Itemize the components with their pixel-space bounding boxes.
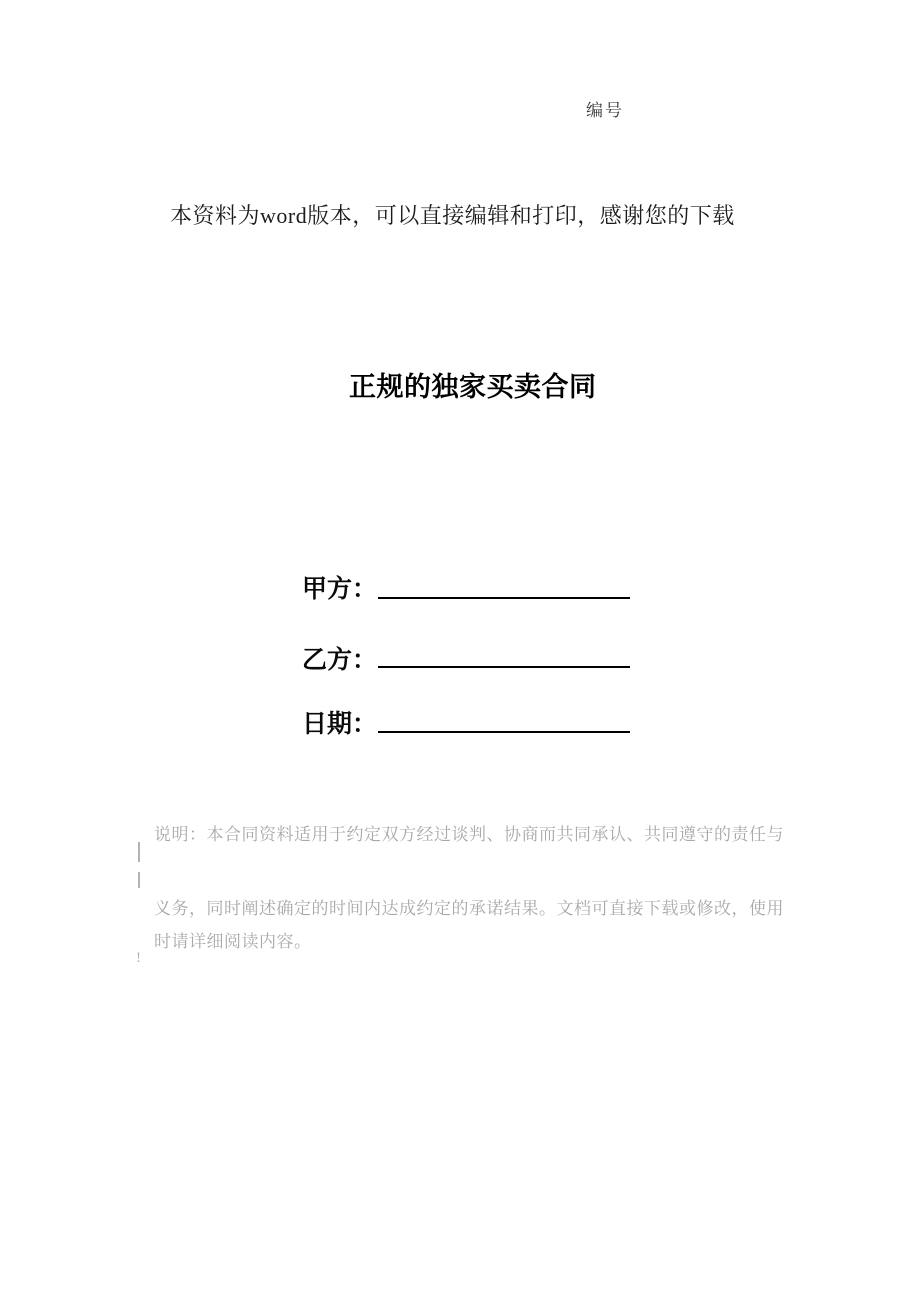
- margin-change-bar-2: [138, 872, 140, 888]
- party-b-blank-line[interactable]: [378, 666, 630, 668]
- margin-exclamation-mark: !: [136, 950, 141, 966]
- date-label: 日期：: [302, 710, 378, 738]
- note-line-3: 时请详细阅读内容。: [154, 932, 312, 951]
- party-a-label: 甲方：: [302, 575, 378, 603]
- party-b-label: 乙方：: [302, 646, 378, 674]
- note-line-1: 说明：本合同资料适用于约定双方经过谈判、协商而共同承认、共同遵守的责任与: [154, 825, 784, 844]
- party-a-blank-line[interactable]: [378, 597, 630, 599]
- doc-number-label: 编号: [586, 101, 624, 120]
- page-title: 正规的独家买卖合同: [349, 372, 597, 402]
- note-line-2: 义务，同时阐述确定的时间内达成约定的承诺结果。文档可直接下载或修改，使用: [154, 899, 784, 918]
- intro-line: 本资料为word版本，可以直接编辑和打印，感谢您的下载: [170, 203, 735, 228]
- margin-change-bar-1: [138, 842, 140, 862]
- date-blank-line[interactable]: [378, 731, 630, 733]
